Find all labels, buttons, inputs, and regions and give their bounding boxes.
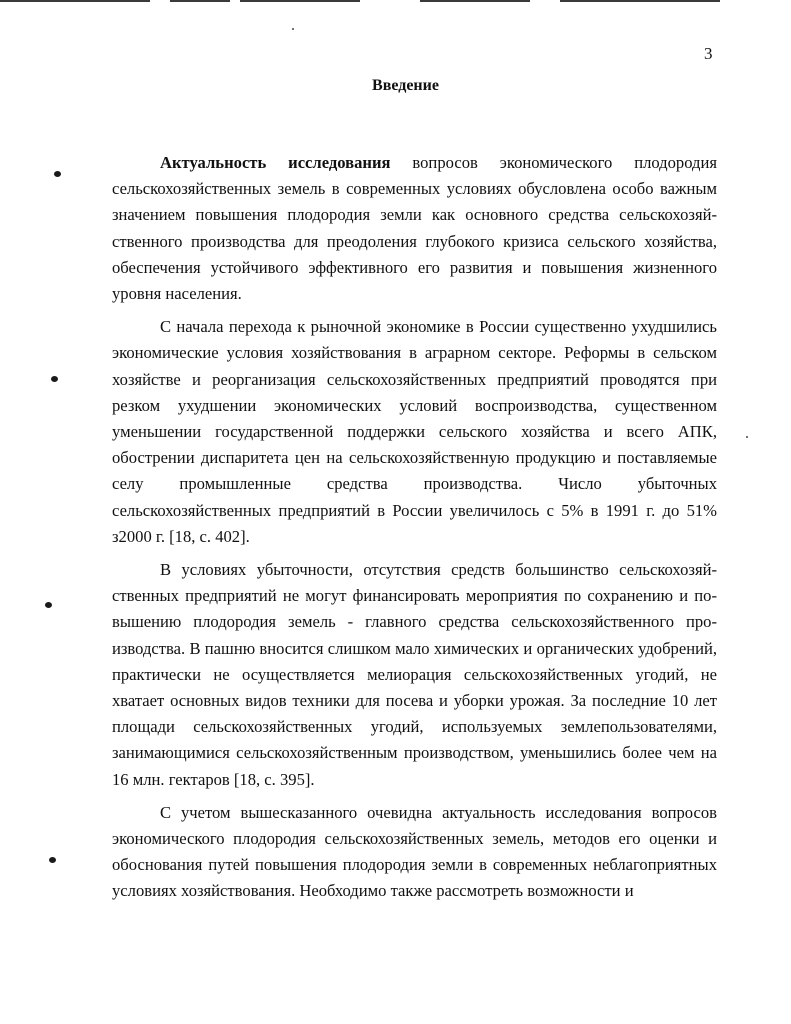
binding-hole-mark xyxy=(49,857,56,863)
scan-line xyxy=(560,0,720,2)
paragraph-lead: Актуальность исследования xyxy=(160,153,391,172)
binding-hole-mark xyxy=(51,376,58,382)
scan-line xyxy=(420,0,530,2)
scan-line xyxy=(0,0,150,2)
scan-speck xyxy=(746,436,748,438)
binding-hole-mark xyxy=(54,171,61,177)
paragraph-2 xyxy=(112,314,717,550)
paragraph-3 xyxy=(112,557,717,793)
scan-top-border xyxy=(0,0,791,8)
paragraph-1 xyxy=(112,150,717,307)
page-number: 3 xyxy=(704,44,713,63)
paragraph-text: С учетом вышесказанного очевидна актуальность исследования вопросов экономического плодородия сельскохозяйственных земель, методов его оценки и обоснования путей повышения плодородия земли в современных неблагоприятных условиях хозяйствования. Необходимо также рассмотреть возможности и xyxy=(112,802,717,901)
scan-speck xyxy=(292,28,294,30)
binding-hole-mark xyxy=(45,602,52,608)
paragraph-text: В условиях убыточности, отсутствия средств большинство сельскохозяйственных предприятий не могут финансировать мероприятия по сохранению и повышению плодородия земель - главного средства сельскохозяйственного производства. В пашню вносится слишком мало химических и органических удобрений, практически не осуществляется мелиорация сельскохозяйственных угодий, не хватает основных видов техники для посева и уборки урожая. За последние 10 лет площади сельскохозяйственных угодий, используемых землепользователями, занимающимися сельскохозяйственным производством, уменьшились более чем на 16 млн. гектаров [18, с. 395]. xyxy=(112,560,717,789)
scan-line xyxy=(240,0,360,2)
scan-line xyxy=(170,0,230,2)
paragraph-text: вопросов экономического плодородия сельскохозяйственных земель в современных условиях обусловлена особо важным значением повышения плодородия земли как основного средства сельскохозяйственного производства для преодоления глубокого кризиса сельского хозяйства, обеспечения устойчивого эффективного его развития и повышения жизненного уровня населения. xyxy=(112,153,717,304)
page-title: Введение xyxy=(372,77,439,94)
document-body xyxy=(112,150,717,912)
paragraph-text: С начала перехода к рыночной экономике в России существенно ухудшились экономические условия хозяйствования в аграрном секторе. Реформы в сельском хозяйстве и реорганизация сельскохозяйственных предприятий проводятся при резком ухудшении экономических условий воспроизводства, существенном уменьшении государственной поддержки сельского хозяйства и всего АПК, обострении диспаритета цен на сельскохозяйственную продукцию и поставляемые селу промышленные средства производства. Число убыточных сельскохозяйственных предприятий в России увеличилось с 5% в 1991 г. до 51% з2000 г. [18, с. 402]. xyxy=(112,317,717,546)
paragraph-4 xyxy=(112,800,717,905)
